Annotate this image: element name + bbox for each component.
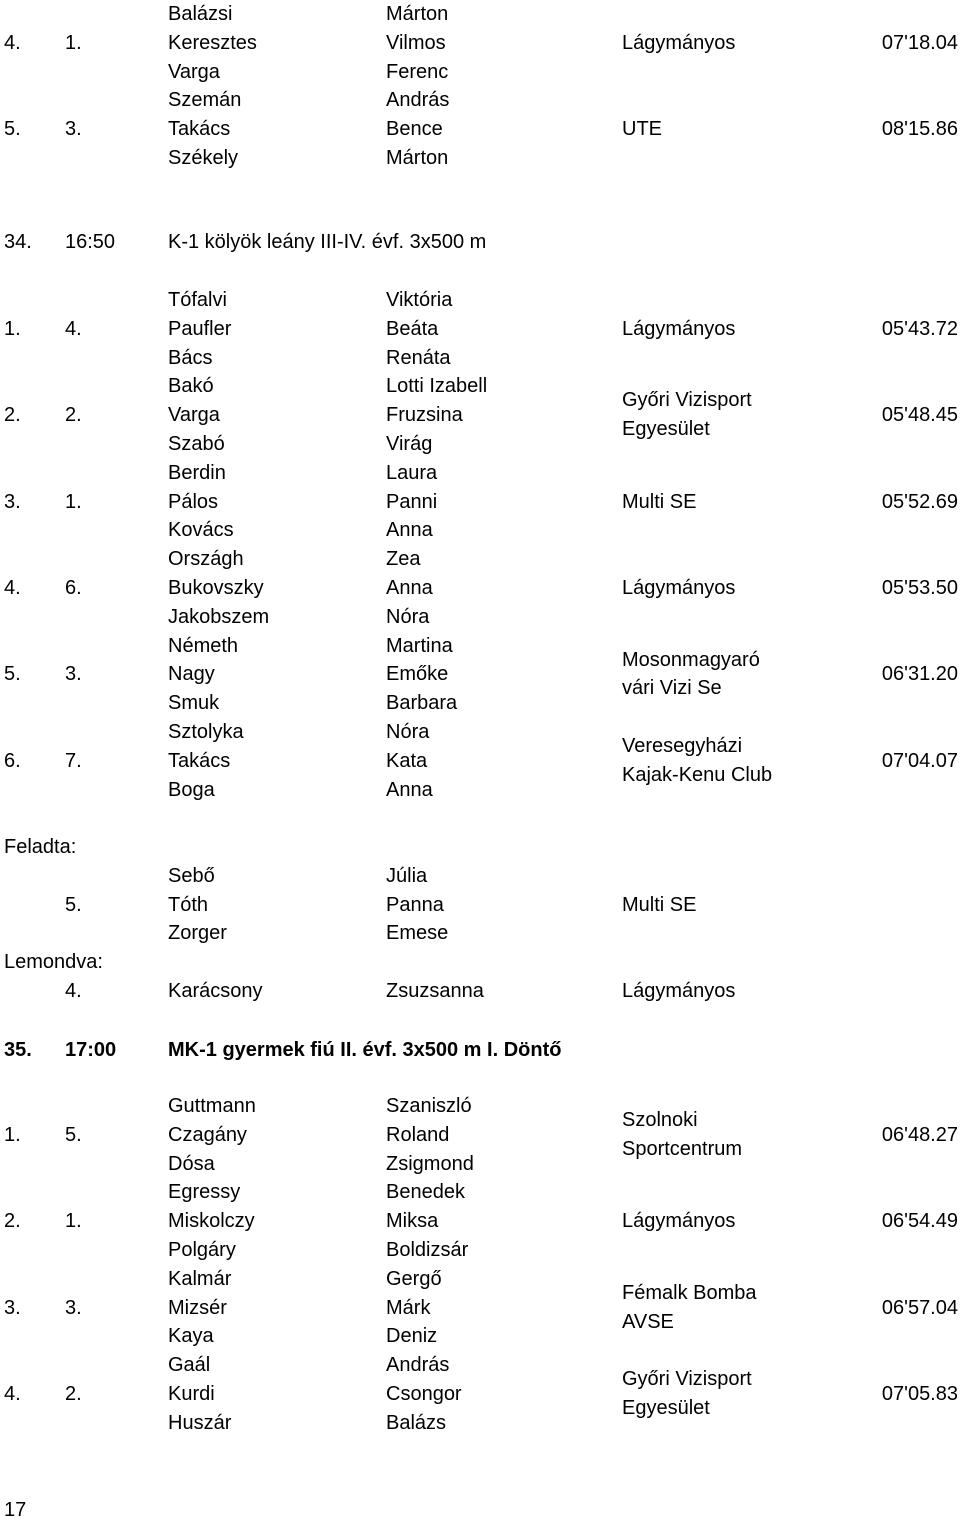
result-row [0,1092,960,1131]
lane: 3. [65,1296,82,1319]
result-time: 07'05.83 [881,1382,958,1405]
crew-last-name: Sebő [168,864,215,887]
crew-first-name: Anna [386,576,433,599]
race34-results [0,286,960,804]
place: 1. [4,317,21,340]
feladta-label-row [0,833,960,862]
crew-last-name: Bukovszky [168,576,264,599]
result-row [0,862,960,891]
crew-first-name: Emőke [386,663,449,686]
crew-last-name: Bács [168,346,213,369]
crew-first-name: Roland [386,1123,450,1146]
crew-first-name: Laura [386,461,438,484]
result-time: 06'48.27 [881,1123,958,1146]
crew-first-name: Lotti Izabell [386,375,488,398]
club: Lágymányos [622,317,736,340]
crew-first-name: Szaniszló [386,1095,472,1117]
club: Lágymányos [622,31,736,54]
crew-last-name: Takács [168,749,231,772]
result-time: 06'31.20 [881,663,958,686]
last-name: Karácsony [168,979,263,1002]
crew-first-name: Barbara [386,692,458,715]
result-time: 08'15.86 [881,118,958,141]
club-line-2: Kajak-Kenu Club [622,763,773,786]
place: 3. [4,490,21,513]
place: 1. [4,1123,21,1146]
crew-first-name: Viktória [386,289,453,311]
result-time: 07'18.04 [881,31,958,54]
crew-last-name: Polgáry [168,1238,236,1261]
race35-results [0,1092,960,1438]
club: Lágymányos [622,576,736,599]
crew-last-name: Dósa [168,1152,215,1175]
club-line-1: Veresegyházi [622,734,743,757]
club-line-1: Szolnoki [622,1109,698,1131]
crew-last-name: Czagány [168,1123,247,1146]
lane: 3. [65,118,82,141]
race-heading [0,1036,960,1065]
crew-last-name: Boga [168,778,215,801]
first-name: Zsuzsanna [386,979,484,1002]
result-time: 06'54.49 [881,1210,958,1233]
result-row [0,747,960,786]
club-line-2: Egyesület [622,418,710,441]
result-row [0,115,960,144]
crew-first-name: Balázs [386,1411,447,1434]
result-row [0,315,960,344]
lemondva-label: Lemondva: [4,951,103,974]
crew-first-name: Júlia [386,864,428,887]
crew-last-name: Varga [168,404,220,427]
result-row [0,144,960,173]
result-row [0,372,960,412]
place: 3. [4,1296,21,1319]
crew-first-name: Bence [386,118,443,141]
race-heading [0,228,960,257]
result-row [0,574,960,603]
race-title: K-1 kölyök leány III-IV. évf. 3x500 m [168,231,487,253]
top-results [0,0,960,173]
result-row [0,718,960,757]
crew-first-name: Gergő [386,1267,442,1290]
crew-first-name: Anna [386,778,433,801]
crew-last-name: Mizsér [168,1296,227,1319]
result-row [0,430,960,459]
crew-last-name: Tófalvi [168,289,227,311]
lane: 3. [65,663,82,686]
crew-last-name: Szemán [168,89,242,112]
race-number: 35. [4,1039,32,1061]
crew-first-name: András [386,89,450,112]
result-row [0,632,960,671]
crew-last-name: Berdin [168,461,226,484]
lane: 4. [65,317,82,340]
crew-last-name: Paufler [168,317,232,340]
crew-first-name: András [386,1354,450,1377]
place: 4. [4,576,21,599]
crew-first-name: Emese [386,922,449,945]
crew-last-name: Zorger [168,922,227,945]
club-line-2: Sportcentrum [622,1137,743,1160]
race-time: 16:50 [65,231,116,253]
race-number: 34. [4,231,32,253]
result-row [0,0,960,29]
feladta-label: Feladta: [4,836,77,858]
result-row [0,1207,960,1236]
crew-last-name: Országh [168,548,244,571]
result-row [0,1409,960,1438]
crew-last-name: Varga [168,60,220,83]
crew-last-name: Tóth [168,893,209,916]
crew-last-name: Székely [168,146,239,169]
result-time: 05'53.50 [881,576,958,599]
crew-last-name: Németh [168,634,239,657]
result-row [0,689,960,718]
result-row [0,1178,960,1207]
crew-last-name: Keresztes [168,31,257,54]
crew-last-name: Sztolyka [168,720,244,743]
crew-last-name: Egressy [168,1181,241,1204]
crew-first-name: Benedek [386,1181,465,1204]
place: 5. [4,663,21,686]
crew-first-name: Csongor [386,1382,462,1405]
lane: 1. [65,1210,82,1233]
race-title: MK-1 gyermek fiú II. évf. 3x500 m I. Döntő [168,1039,562,1061]
lemondva-label-row [0,948,960,977]
club-line-1: Győri Vizisport [622,389,752,412]
crew-last-name: Kurdi [168,1382,215,1405]
club-line-1: Fémalk Bomba [622,1281,757,1304]
place: 2. [4,404,21,427]
crew-first-name: Panna [386,893,444,916]
lane: 5. [65,893,82,916]
club: Lágymányos [622,1210,736,1233]
club: Multi SE [622,490,697,513]
result-row [0,603,960,632]
crew-first-name: Renáta [386,346,451,369]
result-time: 06'57.04 [881,1296,958,1319]
result-row [0,1380,960,1419]
lane: 5. [65,1123,82,1146]
result-row [0,516,960,545]
crew-last-name: Pálos [168,490,219,513]
race34-withdrawals [0,833,960,1006]
crew-first-name: Panni [386,490,438,513]
result-row [0,401,960,441]
place: 4. [4,31,21,54]
crew-first-name: Márk [386,1296,431,1319]
club: Lágymányos [622,979,736,1002]
result-time: 05'52.69 [881,490,958,513]
lane: 1. [65,31,82,54]
crew-first-name: Miksa [386,1210,439,1233]
club: Multi SE [622,893,697,916]
lane: 2. [65,1382,82,1405]
crew-last-name: Kalmár [168,1267,232,1290]
race-time: 17:00 [65,1039,117,1061]
result-row [0,286,960,315]
crew-last-name: Takács [168,118,231,141]
result-row [0,891,960,920]
result-row [0,1150,960,1179]
result-row [0,977,960,1006]
crew-last-name: Szabó [168,432,225,455]
result-time: 05'43.72 [881,317,958,340]
lane: 2. [65,404,82,427]
result-row [0,29,960,58]
club-line-1: Győri Vizisport [622,1368,752,1391]
club-line-2: AVSE [622,1310,674,1333]
crew-last-name: Smuk [168,692,220,715]
result-row [0,1121,960,1160]
crew-last-name: Nagy [168,663,215,686]
club: UTE [622,118,662,141]
result-row [0,86,960,115]
result-row [0,1351,960,1391]
crew-first-name: Nóra [386,605,430,628]
crew-first-name: Anna [386,519,433,542]
crew-last-name: Bakó [168,375,214,398]
result-row [0,344,960,373]
crew-last-name: Gaál [168,1354,211,1377]
result-row [0,776,960,805]
lane: 1. [65,490,82,513]
result-row [0,488,960,517]
result-row [0,58,960,87]
crew-first-name: Márton [386,146,449,169]
crew-last-name: Huszár [168,1411,232,1434]
club-line-2: vári Vizi Se [622,677,722,700]
crew-first-name: Virág [386,432,433,455]
club-line-2: Egyesület [622,1396,710,1419]
crew-first-name: Ferenc [386,60,449,83]
place: 4. [4,1382,21,1405]
result-row [0,1236,960,1265]
lane: 6. [65,576,82,599]
result-time: 07'04.07 [881,749,958,772]
result-row [0,1294,960,1333]
result-row [0,1265,960,1304]
place: 5. [4,118,21,141]
result-row [0,919,960,948]
crew-first-name: Deniz [386,1325,438,1348]
crew-first-name: Nóra [386,720,430,743]
lane: 7. [65,749,82,772]
crew-first-name: Kata [386,749,428,772]
result-row [0,1322,960,1351]
result-row [0,459,960,488]
crew-last-name: Jakobszem [168,605,270,628]
result-row [0,660,960,700]
crew-first-name: Márton [386,3,449,25]
club-line-1: Mosonmagyaró [622,648,760,671]
crew-first-name: Fruzsina [386,404,463,427]
result-time: 05'48.45 [881,404,958,427]
crew-first-name: Zea [386,548,421,571]
place: 6. [4,749,21,772]
crew-last-name: Kovács [168,519,234,542]
page-number: 17 [4,1499,27,1521]
crew-first-name: Martina [386,634,453,657]
crew-last-name: Guttmann [168,1095,256,1117]
crew-first-name: Beáta [386,317,439,340]
result-row [0,545,960,574]
crew-last-name: Miskolczy [168,1210,255,1233]
place: 2. [4,1210,21,1233]
crew-first-name: Boldizsár [386,1238,469,1261]
crew-last-name: Kaya [168,1325,214,1348]
crew-first-name: Vilmos [386,31,446,54]
crew-last-name: Balázsi [168,3,233,25]
lane: 4. [65,979,82,1002]
crew-first-name: Zsigmond [386,1152,474,1175]
